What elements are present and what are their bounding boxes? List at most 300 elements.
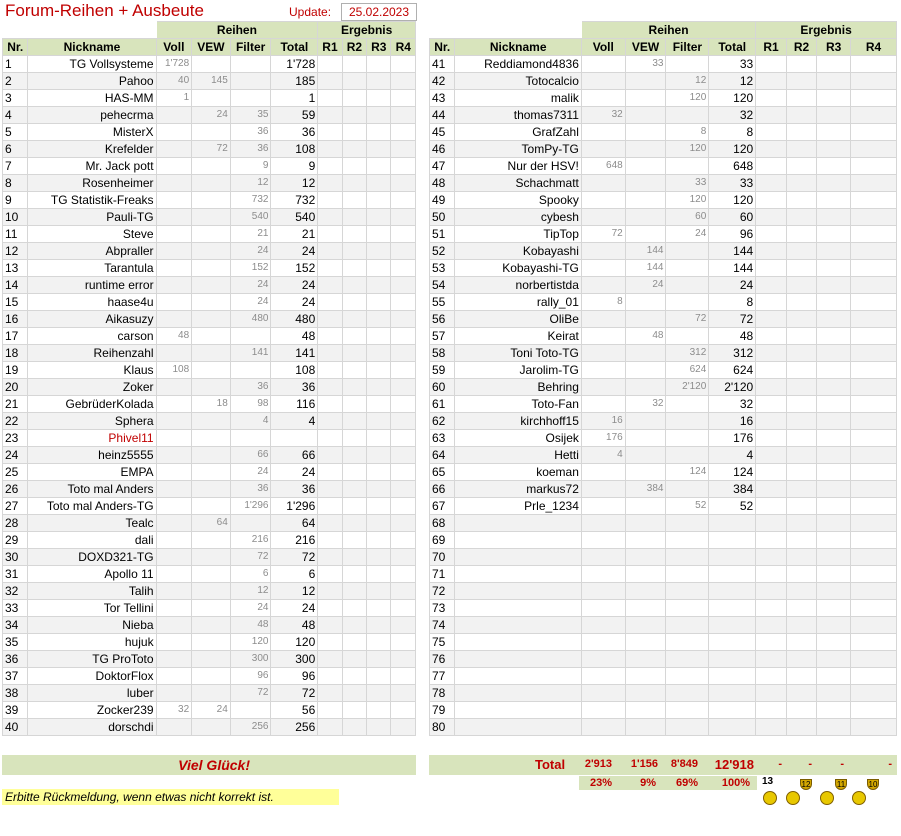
filter-cell[interactable]: 52	[666, 498, 709, 515]
r2-cell[interactable]	[786, 192, 817, 209]
r4-cell[interactable]	[391, 141, 416, 158]
r1-cell[interactable]	[756, 277, 787, 294]
nickname-cell[interactable]: TG ProToto	[28, 651, 156, 668]
row-nr-cell[interactable]: 57	[430, 328, 455, 345]
r1-cell[interactable]	[756, 719, 787, 736]
row-nr-cell[interactable]: 28	[3, 515, 28, 532]
r3-cell[interactable]	[817, 345, 851, 362]
r3-cell[interactable]	[817, 651, 851, 668]
r3-cell[interactable]	[817, 634, 851, 651]
row-nr-cell[interactable]: 17	[3, 328, 28, 345]
r1-cell[interactable]	[318, 583, 342, 600]
voll-cell[interactable]: 72	[581, 226, 625, 243]
nickname-cell[interactable]: Tealc	[28, 515, 156, 532]
r3-cell[interactable]	[367, 430, 391, 447]
nickname-cell[interactable]	[455, 583, 581, 600]
row-nr-cell[interactable]: 24	[3, 447, 28, 464]
r2-cell[interactable]	[786, 464, 817, 481]
nickname-cell[interactable]: pehecrma	[28, 107, 156, 124]
total-cell[interactable]: 108	[271, 362, 318, 379]
r2-cell[interactable]	[342, 549, 366, 566]
total-cell[interactable]: 72	[709, 311, 756, 328]
r4-cell[interactable]	[851, 226, 897, 243]
r4-cell[interactable]	[391, 243, 416, 260]
nickname-cell[interactable]: Toto mal Anders	[28, 481, 156, 498]
nickname-cell[interactable]: Spooky	[455, 192, 581, 209]
total-cell[interactable]: 120	[709, 141, 756, 158]
r2-cell[interactable]	[786, 277, 817, 294]
r1-cell[interactable]	[756, 107, 787, 124]
r2-cell[interactable]	[786, 515, 817, 532]
r1-cell[interactable]	[756, 583, 787, 600]
vew-cell[interactable]	[192, 362, 231, 379]
vew-cell[interactable]: 24	[192, 107, 231, 124]
row-nr-cell[interactable]: 10	[3, 209, 28, 226]
r1-cell[interactable]	[318, 141, 342, 158]
filter-cell[interactable]	[230, 73, 271, 90]
row-nr-cell[interactable]: 21	[3, 396, 28, 413]
row-nr-cell[interactable]: 27	[3, 498, 28, 515]
r2-cell[interactable]	[786, 702, 817, 719]
filter-cell[interactable]	[666, 413, 709, 430]
r4-cell[interactable]	[851, 328, 897, 345]
vew-cell[interactable]	[625, 345, 666, 362]
r4-cell[interactable]	[391, 651, 416, 668]
row-nr-cell[interactable]: 32	[3, 583, 28, 600]
nickname-cell[interactable]	[455, 600, 581, 617]
vew-cell[interactable]	[192, 124, 231, 141]
filter-cell[interactable]: 36	[230, 481, 271, 498]
r4-cell[interactable]	[851, 685, 897, 702]
filter-cell[interactable]	[666, 566, 709, 583]
total-cell[interactable]: 56	[271, 702, 318, 719]
vew-cell[interactable]: 24	[192, 702, 231, 719]
total-cell[interactable]: 185	[271, 73, 318, 90]
r2-cell[interactable]	[786, 124, 817, 141]
r4-cell[interactable]	[851, 277, 897, 294]
nickname-cell[interactable]: HAS-MM	[28, 90, 156, 107]
total-cell[interactable]	[709, 719, 756, 736]
total-cell[interactable]: 176	[709, 430, 756, 447]
row-nr-cell[interactable]: 12	[3, 243, 28, 260]
r4-cell[interactable]	[851, 209, 897, 226]
total-cell[interactable]: 12	[271, 583, 318, 600]
row-nr-cell[interactable]: 77	[430, 668, 455, 685]
vew-cell[interactable]	[625, 600, 666, 617]
nickname-cell[interactable]: carson	[28, 328, 156, 345]
row-nr-cell[interactable]: 19	[3, 362, 28, 379]
r4-cell[interactable]	[851, 651, 897, 668]
voll-cell[interactable]	[156, 175, 192, 192]
filter-cell[interactable]: 33	[666, 175, 709, 192]
row-nr-cell[interactable]: 18	[3, 345, 28, 362]
vew-cell[interactable]	[192, 549, 231, 566]
voll-cell[interactable]	[581, 379, 625, 396]
r4-cell[interactable]	[391, 668, 416, 685]
r3-cell[interactable]	[817, 90, 851, 107]
r4-cell[interactable]	[851, 464, 897, 481]
voll-cell[interactable]: 176	[581, 430, 625, 447]
total-cell[interactable]: 540	[271, 209, 318, 226]
r3-cell[interactable]	[817, 294, 851, 311]
r4-cell[interactable]	[851, 124, 897, 141]
r1-cell[interactable]	[318, 498, 342, 515]
r1-cell[interactable]	[318, 379, 342, 396]
r4-cell[interactable]	[391, 498, 416, 515]
row-nr-cell[interactable]: 52	[430, 243, 455, 260]
r1-cell[interactable]	[756, 56, 787, 73]
r2-cell[interactable]	[786, 413, 817, 430]
filter-cell[interactable]: 256	[230, 719, 271, 736]
voll-cell[interactable]	[581, 532, 625, 549]
vew-cell[interactable]	[192, 685, 231, 702]
r3-cell[interactable]	[817, 532, 851, 549]
r1-cell[interactable]	[318, 175, 342, 192]
filter-cell[interactable]	[666, 158, 709, 175]
total-cell[interactable]: 33	[709, 56, 756, 73]
total-cell[interactable]: 24	[271, 277, 318, 294]
r1-cell[interactable]	[756, 379, 787, 396]
r1-cell[interactable]	[318, 617, 342, 634]
r2-cell[interactable]	[342, 651, 366, 668]
r2-cell[interactable]	[786, 362, 817, 379]
r3-cell[interactable]	[817, 566, 851, 583]
vew-cell[interactable]	[625, 498, 666, 515]
r1-cell[interactable]	[756, 243, 787, 260]
filter-cell[interactable]	[666, 294, 709, 311]
row-nr-cell[interactable]: 75	[430, 634, 455, 651]
vew-cell[interactable]	[192, 209, 231, 226]
nickname-cell[interactable]: EMPA	[28, 464, 156, 481]
filter-cell[interactable]: 216	[230, 532, 271, 549]
nickname-cell[interactable]: Schachmatt	[455, 175, 581, 192]
r2-cell[interactable]	[786, 243, 817, 260]
filter-cell[interactable]: 96	[230, 668, 271, 685]
nickname-cell[interactable]: thomas7311	[455, 107, 581, 124]
r3-cell[interactable]	[367, 583, 391, 600]
r3-cell[interactable]	[817, 515, 851, 532]
voll-cell[interactable]: 8	[581, 294, 625, 311]
r4-cell[interactable]	[391, 617, 416, 634]
vew-cell[interactable]	[625, 413, 666, 430]
r2-cell[interactable]	[342, 668, 366, 685]
r4-cell[interactable]	[851, 566, 897, 583]
total-cell[interactable]: 648	[709, 158, 756, 175]
r3-cell[interactable]	[367, 158, 391, 175]
r2-cell[interactable]	[342, 498, 366, 515]
row-nr-cell[interactable]: 5	[3, 124, 28, 141]
nickname-cell[interactable]	[455, 549, 581, 566]
r1-cell[interactable]	[756, 447, 787, 464]
r4-cell[interactable]	[851, 379, 897, 396]
nickname-cell[interactable]: Osijek	[455, 430, 581, 447]
filter-cell[interactable]	[666, 583, 709, 600]
filter-cell[interactable]: 12	[666, 73, 709, 90]
row-nr-cell[interactable]: 54	[430, 277, 455, 294]
nickname-cell[interactable]: malik	[455, 90, 581, 107]
r3-cell[interactable]	[817, 549, 851, 566]
row-nr-cell[interactable]: 71	[430, 566, 455, 583]
r4-cell[interactable]	[851, 617, 897, 634]
filter-cell[interactable]: 4	[230, 413, 271, 430]
r1-cell[interactable]	[318, 566, 342, 583]
row-nr-cell[interactable]: 4	[3, 107, 28, 124]
voll-cell[interactable]	[581, 328, 625, 345]
row-nr-cell[interactable]: 15	[3, 294, 28, 311]
r4-cell[interactable]	[391, 413, 416, 430]
r1-cell[interactable]	[756, 209, 787, 226]
vew-cell[interactable]	[192, 464, 231, 481]
nickname-cell[interactable]	[455, 702, 581, 719]
filter-cell[interactable]	[666, 430, 709, 447]
r2-cell[interactable]	[342, 447, 366, 464]
r4-cell[interactable]	[851, 396, 897, 413]
vew-cell[interactable]	[625, 583, 666, 600]
filter-cell[interactable]: 1'296	[230, 498, 271, 515]
total-cell[interactable]	[709, 566, 756, 583]
voll-cell[interactable]	[581, 617, 625, 634]
vew-cell[interactable]	[625, 719, 666, 736]
filter-cell[interactable]	[666, 447, 709, 464]
voll-cell[interactable]	[581, 124, 625, 141]
r1-cell[interactable]	[756, 481, 787, 498]
nickname-cell[interactable]	[455, 617, 581, 634]
row-nr-cell[interactable]: 14	[3, 277, 28, 294]
total-cell[interactable]	[709, 600, 756, 617]
vew-cell[interactable]	[192, 583, 231, 600]
r1-cell[interactable]	[318, 362, 342, 379]
vew-cell[interactable]	[625, 685, 666, 702]
total-cell[interactable]: 32	[709, 107, 756, 124]
nickname-cell[interactable]: cybesh	[455, 209, 581, 226]
total-cell[interactable]: 480	[271, 311, 318, 328]
voll-cell[interactable]	[581, 345, 625, 362]
r1-cell[interactable]	[756, 413, 787, 430]
nickname-cell[interactable]: DOXD321-TG	[28, 549, 156, 566]
filter-cell[interactable]: 480	[230, 311, 271, 328]
r3-cell[interactable]	[817, 396, 851, 413]
r1-cell[interactable]	[318, 413, 342, 430]
row-nr-cell[interactable]: 67	[430, 498, 455, 515]
total-cell[interactable]: 116	[271, 396, 318, 413]
r3-cell[interactable]	[817, 107, 851, 124]
voll-cell[interactable]	[156, 566, 192, 583]
r4-cell[interactable]	[851, 90, 897, 107]
nickname-cell[interactable]: Totocalcio	[455, 73, 581, 90]
r4-cell[interactable]	[391, 277, 416, 294]
row-nr-cell[interactable]: 76	[430, 651, 455, 668]
total-cell[interactable]: 4	[709, 447, 756, 464]
row-nr-cell[interactable]: 9	[3, 192, 28, 209]
row-nr-cell[interactable]: 53	[430, 260, 455, 277]
voll-cell[interactable]	[581, 702, 625, 719]
r3-cell[interactable]	[367, 141, 391, 158]
total-cell[interactable]: 108	[271, 141, 318, 158]
r1-cell[interactable]	[318, 294, 342, 311]
row-nr-cell[interactable]: 80	[430, 719, 455, 736]
row-nr-cell[interactable]: 64	[430, 447, 455, 464]
row-nr-cell[interactable]: 11	[3, 226, 28, 243]
r2-cell[interactable]	[786, 209, 817, 226]
row-nr-cell[interactable]: 22	[3, 413, 28, 430]
voll-cell[interactable]	[581, 464, 625, 481]
total-cell[interactable]	[709, 685, 756, 702]
r4-cell[interactable]	[391, 73, 416, 90]
filter-cell[interactable]: 152	[230, 260, 271, 277]
r2-cell[interactable]	[786, 532, 817, 549]
row-nr-cell[interactable]: 35	[3, 634, 28, 651]
r2-cell[interactable]	[786, 90, 817, 107]
total-cell[interactable]: 48	[271, 328, 318, 345]
voll-cell[interactable]	[156, 107, 192, 124]
r1-cell[interactable]	[756, 549, 787, 566]
r3-cell[interactable]	[367, 226, 391, 243]
r1-cell[interactable]	[318, 124, 342, 141]
r2-cell[interactable]	[786, 56, 817, 73]
total-cell[interactable]	[709, 668, 756, 685]
vew-cell[interactable]	[192, 600, 231, 617]
filter-cell[interactable]	[666, 600, 709, 617]
r3-cell[interactable]	[817, 668, 851, 685]
total-cell[interactable]: 52	[709, 498, 756, 515]
r1-cell[interactable]	[318, 719, 342, 736]
voll-cell[interactable]	[156, 379, 192, 396]
r4-cell[interactable]	[391, 345, 416, 362]
total-cell[interactable]: 60	[709, 209, 756, 226]
nickname-cell[interactable]: Reihenzahl	[28, 345, 156, 362]
nickname-cell[interactable]: Toto mal Anders-TG	[28, 498, 156, 515]
r1-cell[interactable]	[318, 430, 342, 447]
r2-cell[interactable]	[342, 362, 366, 379]
row-nr-cell[interactable]: 51	[430, 226, 455, 243]
total-cell[interactable]: 6	[271, 566, 318, 583]
vew-cell[interactable]: 32	[625, 396, 666, 413]
r4-cell[interactable]	[851, 447, 897, 464]
filter-cell[interactable]	[666, 277, 709, 294]
voll-cell[interactable]	[581, 277, 625, 294]
r1-cell[interactable]	[756, 141, 787, 158]
r2-cell[interactable]	[342, 141, 366, 158]
nickname-cell[interactable]: dali	[28, 532, 156, 549]
r4-cell[interactable]	[851, 413, 897, 430]
voll-cell[interactable]	[156, 243, 192, 260]
total-cell[interactable]: 732	[271, 192, 318, 209]
total-cell[interactable]: 72	[271, 549, 318, 566]
voll-cell[interactable]	[156, 685, 192, 702]
r4-cell[interactable]	[851, 362, 897, 379]
total-cell[interactable]: 120	[709, 90, 756, 107]
nickname-cell[interactable]: MisterX	[28, 124, 156, 141]
r1-cell[interactable]	[318, 396, 342, 413]
r2-cell[interactable]	[786, 685, 817, 702]
total-cell[interactable]: 36	[271, 379, 318, 396]
r4-cell[interactable]	[851, 56, 897, 73]
total-cell[interactable]: 312	[709, 345, 756, 362]
row-nr-cell[interactable]: 46	[430, 141, 455, 158]
total-cell[interactable]	[271, 430, 318, 447]
r3-cell[interactable]	[817, 702, 851, 719]
filter-cell[interactable]	[666, 260, 709, 277]
r3-cell[interactable]	[367, 685, 391, 702]
filter-cell[interactable]: 24	[230, 464, 271, 481]
filter-cell[interactable]	[666, 549, 709, 566]
vew-cell[interactable]	[625, 124, 666, 141]
nickname-cell[interactable]: Kobayashi	[455, 243, 581, 260]
r4-cell[interactable]	[851, 634, 897, 651]
filter-cell[interactable]: 24	[230, 600, 271, 617]
nickname-cell[interactable]: Mr. Jack pott	[28, 158, 156, 175]
filter-cell[interactable]: 60	[666, 209, 709, 226]
r3-cell[interactable]	[367, 413, 391, 430]
r4-cell[interactable]	[851, 73, 897, 90]
vew-cell[interactable]: 48	[625, 328, 666, 345]
r2-cell[interactable]	[786, 719, 817, 736]
vew-cell[interactable]	[192, 90, 231, 107]
r2-cell[interactable]	[786, 328, 817, 345]
vew-cell[interactable]	[625, 311, 666, 328]
r3-cell[interactable]	[817, 498, 851, 515]
r2-cell[interactable]	[342, 73, 366, 90]
r3-cell[interactable]	[367, 90, 391, 107]
row-nr-cell[interactable]: 68	[430, 515, 455, 532]
r2-cell[interactable]	[342, 56, 366, 73]
total-cell[interactable]: 120	[271, 634, 318, 651]
voll-cell[interactable]	[156, 260, 192, 277]
vew-cell[interactable]	[192, 56, 231, 73]
total-cell[interactable]: 256	[271, 719, 318, 736]
r3-cell[interactable]	[817, 600, 851, 617]
r3-cell[interactable]	[367, 260, 391, 277]
r1-cell[interactable]	[318, 209, 342, 226]
r1-cell[interactable]	[756, 617, 787, 634]
r1-cell[interactable]	[756, 311, 787, 328]
r1-cell[interactable]	[756, 515, 787, 532]
nickname-cell[interactable]	[455, 685, 581, 702]
r3-cell[interactable]	[817, 464, 851, 481]
filter-cell[interactable]: 48	[230, 617, 271, 634]
vew-cell[interactable]	[625, 141, 666, 158]
r2-cell[interactable]	[342, 396, 366, 413]
row-nr-cell[interactable]: 39	[3, 702, 28, 719]
row-nr-cell[interactable]: 41	[430, 56, 455, 73]
r3-cell[interactable]	[817, 430, 851, 447]
r3-cell[interactable]	[367, 702, 391, 719]
r1-cell[interactable]	[318, 481, 342, 498]
vew-cell[interactable]: 144	[625, 260, 666, 277]
filter-cell[interactable]	[666, 617, 709, 634]
total-cell[interactable]: 216	[271, 532, 318, 549]
r4-cell[interactable]	[851, 430, 897, 447]
row-nr-cell[interactable]: 23	[3, 430, 28, 447]
nickname-cell[interactable]: Apollo 11	[28, 566, 156, 583]
total-cell[interactable]: 1'728	[271, 56, 318, 73]
r3-cell[interactable]	[367, 294, 391, 311]
nickname-cell[interactable]: heinz5555	[28, 447, 156, 464]
nickname-cell[interactable]: GrafZahl	[455, 124, 581, 141]
r4-cell[interactable]	[391, 566, 416, 583]
row-nr-cell[interactable]: 7	[3, 158, 28, 175]
vew-cell[interactable]: 72	[192, 141, 231, 158]
total-cell[interactable]: 24	[271, 464, 318, 481]
voll-cell[interactable]	[581, 209, 625, 226]
filter-cell[interactable]: 72	[230, 685, 271, 702]
r3-cell[interactable]	[817, 243, 851, 260]
nickname-cell[interactable]: Pauli-TG	[28, 209, 156, 226]
voll-cell[interactable]	[156, 600, 192, 617]
r2-cell[interactable]	[342, 175, 366, 192]
r4-cell[interactable]	[391, 583, 416, 600]
r3-cell[interactable]	[817, 481, 851, 498]
